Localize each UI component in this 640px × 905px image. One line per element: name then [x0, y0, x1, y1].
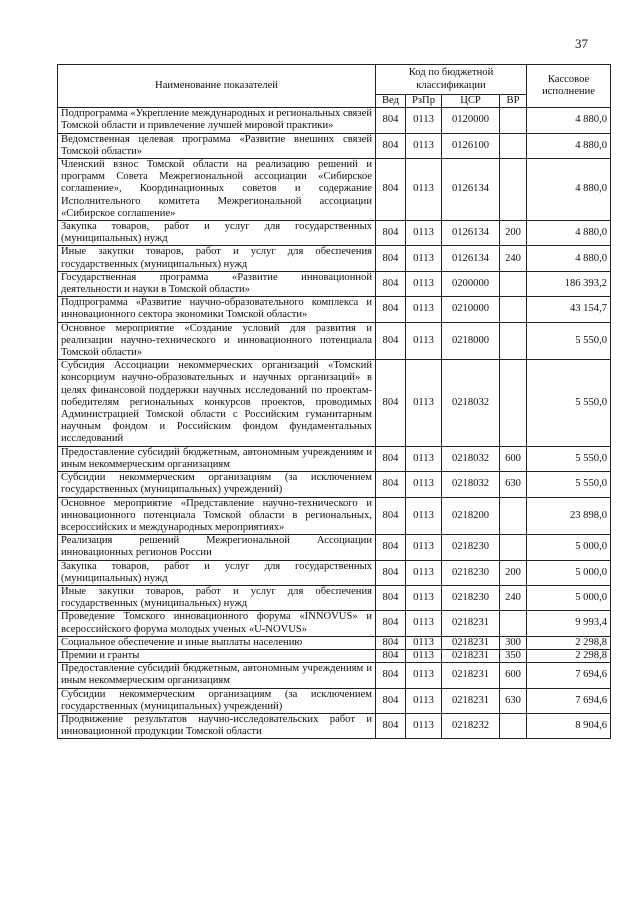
row-csr: 0126134	[442, 159, 500, 221]
row-rzpr: 0113	[406, 221, 442, 246]
row-name: Подпрограмма «Развитие научно-образовательного комплекса и инновационного сектора экономики Томской области»	[58, 297, 376, 322]
row-rzpr: 0113	[406, 297, 442, 322]
row-amount: 5 000,0	[527, 560, 611, 585]
row-name: Предоставление субсидий бюджетным, автономным учреждениям и иным некоммерческим организациям	[58, 446, 376, 471]
row-name: Членский взнос Томской области на реализацию решений и программ Совета Межрегиональной ассоциации «Сибирское соглашение», Координационных советов и содержание Исполнительного комитета Межрегиональной ассоциации «Сибирское соглашение»	[58, 159, 376, 221]
row-ved: 804	[376, 585, 406, 610]
header-name: Наименование показателей	[58, 65, 376, 108]
row-rzpr: 0113	[406, 611, 442, 636]
row-ved: 804	[376, 497, 406, 535]
row-ved: 804	[376, 108, 406, 133]
row-name: Проведение Томского инновационного форума «INNOVUS» и всероссийского форума молодых ученых «U-NOVUS»	[58, 611, 376, 636]
row-amount: 7 694,6	[527, 663, 611, 688]
table-row	[58, 611, 611, 636]
row-name: Субсидии некоммерческим организациям (за исключением государственных (муниципальных) учреждений)	[58, 472, 376, 497]
row-amount: 4 880,0	[527, 133, 611, 158]
table-body	[58, 108, 611, 739]
row-vr: 630	[500, 688, 527, 713]
row-name: Государственная программа «Развитие инновационной деятельности и науки в Томской области»	[58, 271, 376, 296]
row-vr: 300	[500, 636, 527, 649]
row-vr: 240	[500, 246, 527, 271]
row-vr: 600	[500, 663, 527, 688]
row-csr: 0218200	[442, 497, 500, 535]
row-rzpr: 0113	[406, 360, 442, 446]
row-rzpr: 0113	[406, 159, 442, 221]
row-name: Социальное обеспечение и иные выплаты населению	[58, 636, 376, 649]
row-ved: 804	[376, 221, 406, 246]
table-row	[58, 585, 611, 610]
table-row	[58, 360, 611, 446]
row-ved: 804	[376, 713, 406, 738]
row-csr: 0126100	[442, 133, 500, 158]
row-amount: 5 550,0	[527, 360, 611, 446]
row-name: Иные закупки товаров, работ и услуг для обеспечения государственных (муниципальных) нужд	[58, 585, 376, 610]
row-amount: 4 880,0	[527, 246, 611, 271]
row-vr	[500, 159, 527, 221]
row-ved: 804	[376, 159, 406, 221]
row-vr	[500, 713, 527, 738]
row-amount: 43 154,7	[527, 297, 611, 322]
row-name: Премии и гранты	[58, 649, 376, 662]
row-amount: 7 694,6	[527, 688, 611, 713]
row-amount: 4 880,0	[527, 108, 611, 133]
row-vr: 600	[500, 446, 527, 471]
row-ved: 804	[376, 688, 406, 713]
row-csr: 0218230	[442, 585, 500, 610]
row-csr: 0218231	[442, 611, 500, 636]
row-ved: 804	[376, 611, 406, 636]
row-rzpr: 0113	[406, 649, 442, 662]
row-csr: 0218231	[442, 688, 500, 713]
table-row	[58, 649, 611, 662]
row-rzpr: 0113	[406, 497, 442, 535]
row-csr: 0120000	[442, 108, 500, 133]
row-amount: 23 898,0	[527, 497, 611, 535]
table-row	[58, 446, 611, 471]
row-name: Основное мероприятие «Создание условий для развития и реализации научно-технического и инновационного потенциала Томской области»	[58, 322, 376, 360]
row-rzpr: 0113	[406, 446, 442, 471]
row-rzpr: 0113	[406, 636, 442, 649]
row-vr	[500, 535, 527, 560]
table-row	[58, 472, 611, 497]
budget-table	[57, 64, 611, 739]
row-rzpr: 0113	[406, 472, 442, 497]
row-vr: 200	[500, 221, 527, 246]
row-vr	[500, 360, 527, 446]
page-number: 37	[575, 36, 588, 51]
row-csr: 0218230	[442, 560, 500, 585]
table-row	[58, 246, 611, 271]
row-vr	[500, 297, 527, 322]
row-ved: 804	[376, 649, 406, 662]
row-ved: 804	[376, 535, 406, 560]
row-rzpr: 0113	[406, 713, 442, 738]
row-csr: 0218230	[442, 535, 500, 560]
table-row	[58, 688, 611, 713]
header-vr: ВР	[500, 95, 527, 108]
row-rzpr: 0113	[406, 688, 442, 713]
row-csr: 0218032	[442, 472, 500, 497]
row-csr: 0218032	[442, 446, 500, 471]
table-row	[58, 535, 611, 560]
table-row	[58, 108, 611, 133]
header-code-group: Код по бюджетной классификации	[376, 65, 527, 95]
row-rzpr: 0113	[406, 585, 442, 610]
row-vr	[500, 133, 527, 158]
row-vr	[500, 322, 527, 360]
row-name: Иные закупки товаров, работ и услуг для обеспечения государственных (муниципальных) нужд	[58, 246, 376, 271]
table-row	[58, 663, 611, 688]
row-ved: 804	[376, 133, 406, 158]
row-name: Закупка товаров, работ и услуг для государственных (муниципальных) нужд	[58, 560, 376, 585]
row-ved: 804	[376, 360, 406, 446]
row-csr: 0218232	[442, 713, 500, 738]
table-row	[58, 297, 611, 322]
row-amount: 4 880,0	[527, 221, 611, 246]
row-vr	[500, 108, 527, 133]
row-amount: 2 298,8	[527, 636, 611, 649]
row-ved: 804	[376, 663, 406, 688]
row-rzpr: 0113	[406, 322, 442, 360]
header-ved: Вед	[376, 95, 406, 108]
table-row	[58, 497, 611, 535]
row-amount: 5 550,0	[527, 322, 611, 360]
row-name: Подпрограмма «Укрепление международных и региональных связей Томской области и привлечение лучшей мировой практики»	[58, 108, 376, 133]
row-name: Субсидия Ассоциации некоммерческих организаций «Томский консорциум научно-образовательных и научных организаций» в целях финансовой поддержки научных исследований по проектам-победителям региональных конкурсов проектов, проводимых Администрацией Томской области с Российским гуманитарным научным фондом и Российским фондом фундаментальных исследований	[58, 360, 376, 446]
table-row	[58, 159, 611, 221]
row-rzpr: 0113	[406, 271, 442, 296]
row-rzpr: 0113	[406, 133, 442, 158]
row-amount: 5 000,0	[527, 535, 611, 560]
row-csr: 0126134	[442, 221, 500, 246]
row-vr: 630	[500, 472, 527, 497]
row-vr: 200	[500, 560, 527, 585]
table-row	[58, 271, 611, 296]
row-csr: 0218231	[442, 649, 500, 662]
row-name: Предоставление субсидий бюджетным, автономным учреждениям и иным некоммерческим организациям	[58, 663, 376, 688]
row-amount: 4 880,0	[527, 159, 611, 221]
header-rzpr: РзПр	[406, 95, 442, 108]
row-amount: 8 904,6	[527, 713, 611, 738]
row-amount: 5 000,0	[527, 585, 611, 610]
table-row	[58, 560, 611, 585]
row-ved: 804	[376, 636, 406, 649]
table-row	[58, 713, 611, 738]
row-vr: 240	[500, 585, 527, 610]
row-rzpr: 0113	[406, 535, 442, 560]
row-ved: 804	[376, 246, 406, 271]
row-amount: 5 550,0	[527, 472, 611, 497]
row-csr: 0218231	[442, 636, 500, 649]
row-csr: 0200000	[442, 271, 500, 296]
row-ved: 804	[376, 446, 406, 471]
row-ved: 804	[376, 297, 406, 322]
row-csr: 0210000	[442, 297, 500, 322]
row-ved: 804	[376, 322, 406, 360]
row-ved: 804	[376, 271, 406, 296]
row-name: Основное мероприятие «Представление научно-технического и инновационного потенциала Томской области в региональных, всероссийских и международных мероприятиях»	[58, 497, 376, 535]
table-row	[58, 133, 611, 158]
row-amount: 186 393,2	[527, 271, 611, 296]
row-csr: 0218032	[442, 360, 500, 446]
row-amount: 2 298,8	[527, 649, 611, 662]
row-name: Продвижение результатов научно-исследовательских работ и инновационной продукции Томской области	[58, 713, 376, 738]
row-csr: 0218231	[442, 663, 500, 688]
row-vr	[500, 611, 527, 636]
row-name: Субсидии некоммерческим организациям (за исключением государственных (муниципальных) учреждений)	[58, 688, 376, 713]
row-name: Реализация решений Межрегиональной Ассоциации инновационных регионов России	[58, 535, 376, 560]
row-rzpr: 0113	[406, 663, 442, 688]
row-amount: 9 993,4	[527, 611, 611, 636]
table-row	[58, 221, 611, 246]
header-csr: ЦСР	[442, 95, 500, 108]
row-csr: 0126134	[442, 246, 500, 271]
row-name: Закупка товаров, работ и услуг для государственных (муниципальных) нужд	[58, 221, 376, 246]
row-vr: 350	[500, 649, 527, 662]
table-row	[58, 636, 611, 649]
row-ved: 804	[376, 560, 406, 585]
header-execution: Кассовое исполнение	[527, 65, 611, 108]
row-rzpr: 0113	[406, 246, 442, 271]
table-row	[58, 322, 611, 360]
row-ved: 804	[376, 472, 406, 497]
row-csr: 0218000	[442, 322, 500, 360]
row-rzpr: 0113	[406, 560, 442, 585]
row-amount: 5 550,0	[527, 446, 611, 471]
row-vr	[500, 497, 527, 535]
row-rzpr: 0113	[406, 108, 442, 133]
row-vr	[500, 271, 527, 296]
row-name: Ведомственная целевая программа «Развитие внешних связей Томской области»	[58, 133, 376, 158]
